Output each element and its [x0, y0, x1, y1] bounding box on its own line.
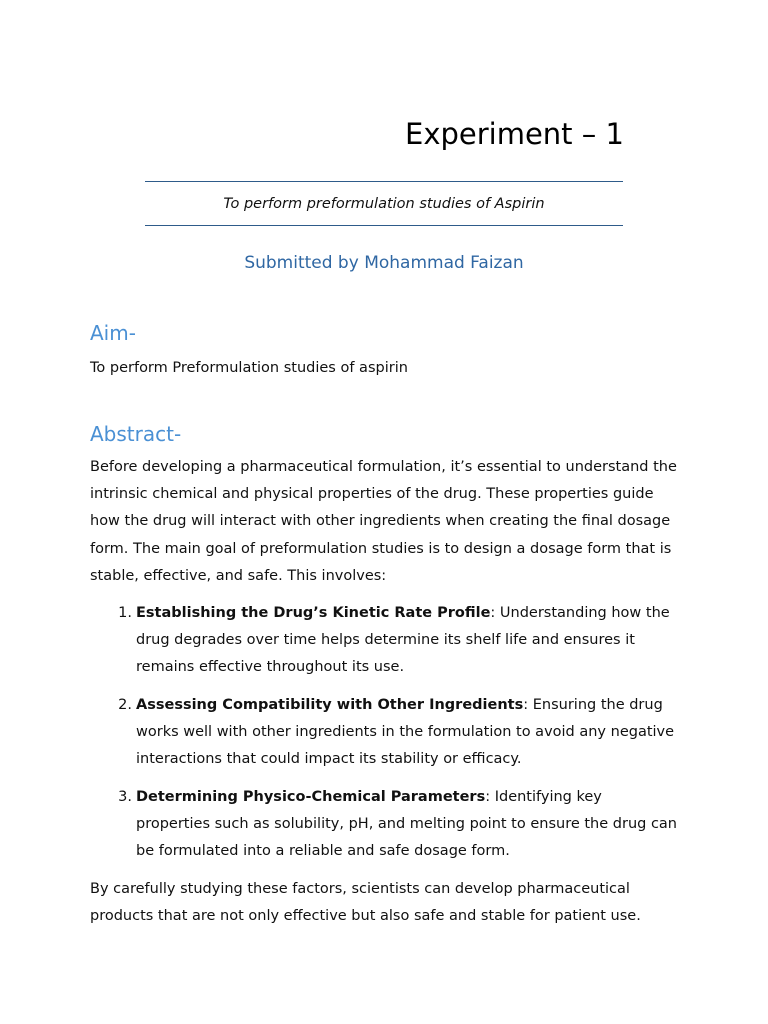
- subtitle-bottom-rule: [145, 225, 623, 226]
- list-item: [110, 600, 680, 682]
- list-item-body: [136, 692, 680, 774]
- author-line: Submitted by Mohammad Faizan: [244, 253, 524, 273]
- list-item-number: 3.: [118, 789, 132, 805]
- list-item-number: 1.: [118, 605, 132, 621]
- list-item-bold-term: Establishing the Drug’s Kinetic Rate Profile: [136, 605, 491, 621]
- aim-text: To perform Preformulation studies of aspirin: [90, 360, 408, 376]
- abstract-heading: Abstract-: [90, 422, 182, 446]
- abstract-closing: By carefully studying these factors, scientists can develop pharmaceutical products that are not only effective but also safe and stable for patient use.: [90, 881, 641, 925]
- list-item-bold-term: Assessing Compatibility with Other Ingredients: [136, 697, 524, 713]
- subtitle-top-rule: [145, 181, 623, 182]
- list-item: [110, 692, 680, 774]
- list-item-text: : Understanding how the drug degrades over time helps determine its shelf life and ensures it remains effective throughout its use.: [136, 605, 670, 676]
- list-item-number: 2.: [118, 697, 132, 713]
- aim-heading: Aim-: [90, 321, 136, 345]
- list-item: [110, 784, 680, 866]
- list-item-text: : Identifying key properties such as solubility, pH, and melting point to ensure the drug can be formulated into a reliable and safe dosage form.: [136, 789, 677, 860]
- list-item-text: : Ensuring the drug works well with other ingredients in the formulation to avoid any negative interactions that could impact its stability or efficacy.: [136, 697, 675, 768]
- abstract-intro: Before developing a pharmaceutical formulation, it’s essential to understand the intrinsic chemical and physical properties of the drug. These properties guide how the drug will interact with other ingredients when creating the final dosage form. The main goal of preformulation studies is to design a dosage form that is stable, effective, and safe. This involves:: [90, 459, 677, 584]
- list-item-body: [136, 784, 680, 866]
- list-item-body: [136, 600, 680, 682]
- list-item-bold-term: Determining Physico-Chemical Parameters: [136, 789, 486, 805]
- document-title: Experiment – 1: [405, 117, 624, 151]
- document-subtitle: To perform preformulation studies of Aspirin: [223, 196, 545, 212]
